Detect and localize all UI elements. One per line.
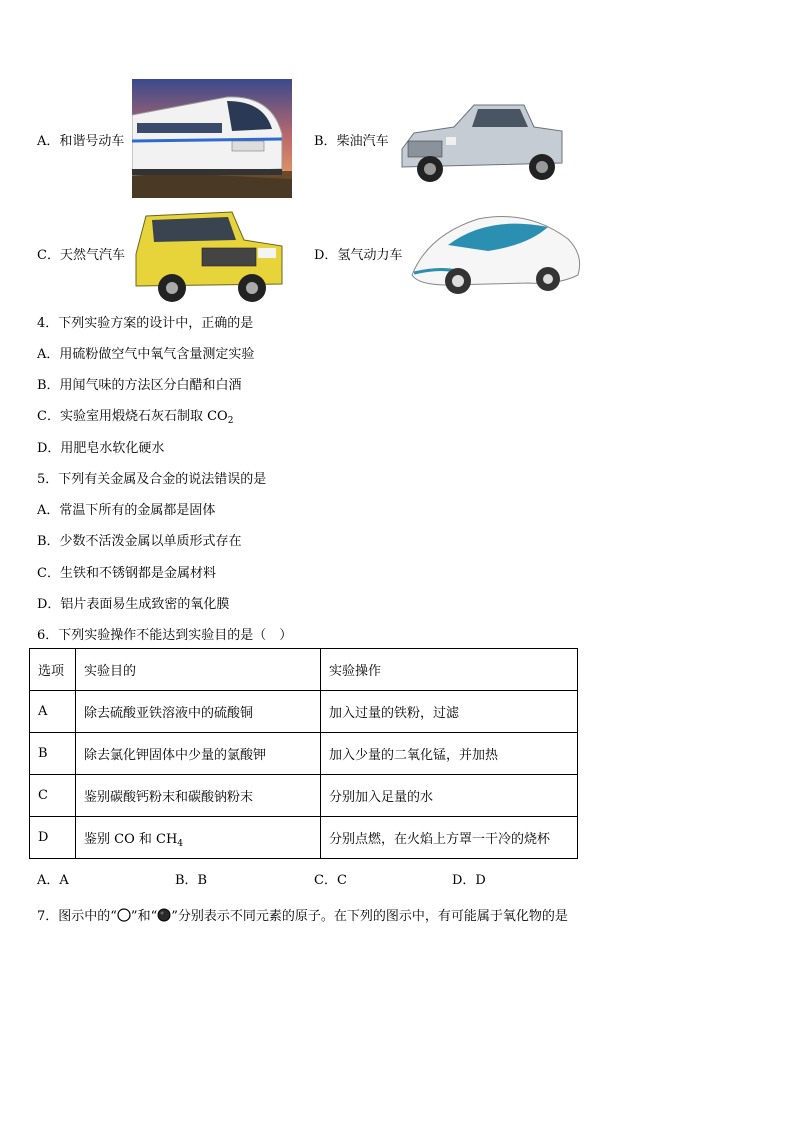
table-header-row (30, 649, 578, 691)
table-row (30, 733, 578, 775)
q4-option-c (37, 405, 233, 424)
table-cell: 加入少量的二氧化锰，并加热 (321, 733, 578, 775)
q3-option-d-text: 氢气动力车 (337, 248, 403, 263)
q3-option-a (37, 130, 124, 149)
q3-option-c (37, 244, 125, 263)
q6-stem: 6．下列实验操作不能达到实验目的是（ ） (37, 628, 293, 643)
table-header-purpose: 实验目的 (76, 649, 321, 691)
table-row (30, 691, 578, 733)
table-cell: 除去硫酸亚铁溶液中的硫酸铜 (76, 691, 321, 733)
ch4-subscript: 4 (177, 839, 184, 849)
q5-stem: 5．下列有关金属及合金的说法错误的是 (37, 472, 267, 487)
table-cell: 鉴别碳酸钙粉末和碳酸钠粉末 (76, 775, 321, 817)
q4-option-a: A．用硫粉做空气中氧气含量测定实验 (37, 347, 255, 362)
q3-option-c-letter: C． (37, 248, 60, 263)
q6-answer-c: C．C (314, 873, 347, 888)
q6-answer-b: B．B (175, 873, 208, 888)
yellow-suv-photo (132, 204, 286, 304)
table-cell: D (30, 817, 76, 859)
q7-stem-prefix: 7．图示中的“ (37, 909, 117, 924)
q3-option-d (314, 244, 402, 263)
q4-option-b: B．用闻气味的方法区分白醋和白酒 (37, 378, 242, 393)
q5-option-d: D．铝片表面易生成致密的氧化膜 (37, 597, 230, 612)
table-cell: B (30, 733, 76, 775)
high-speed-train-photo (132, 79, 292, 198)
table-row (30, 817, 578, 859)
table-cell: 除去氯化钾固体中少量的氯酸钾 (76, 733, 321, 775)
q6-answer-d: D．D (452, 873, 486, 888)
q5-option-c: C．生铁和不锈钢都是金属材料 (37, 566, 216, 581)
q4-option-c-text: C．实验室用煅烧石灰石制取 CO (37, 409, 228, 424)
table-cell: 加入过量的铁粉，过滤 (321, 691, 578, 733)
co2-subscript: 2 (227, 416, 234, 426)
table-cell: 分别加入足量的水 (321, 775, 578, 817)
q3-option-b (314, 130, 389, 149)
hydrogen-concept-car-photo (408, 205, 586, 302)
q3-option-a-letter: A． (37, 134, 60, 149)
q4-stem: 4．下列实验方案的设计中，正确的是 (37, 316, 254, 331)
q3-option-a-text: 和谐号动车 (59, 134, 125, 149)
q7-stem-suffix: ”分别表示不同元素的原子。在下列的图示中，有可能属于氧化物的是 (171, 909, 568, 924)
table-cell: A (30, 691, 76, 733)
q3-option-d-letter: D． (314, 248, 338, 263)
table-cell: C (30, 775, 76, 817)
table-cell-ch4-text: 鉴别 CO 和 CH (84, 832, 178, 847)
q4-option-d: D．用肥皂水软化硬水 (37, 441, 165, 456)
q3-option-c-text: 天然气汽车 (59, 248, 125, 263)
q3-option-b-text: 柴油汽车 (336, 134, 389, 149)
table-cell-ch4 (76, 817, 321, 859)
pickup-truck-photo (394, 97, 568, 185)
q5-option-b: B．少数不活泼金属以单质形式存在 (37, 534, 242, 549)
table-header-option: 选项 (30, 649, 76, 691)
q3-option-b-letter: B． (314, 134, 337, 149)
table-header-operation: 实验操作 (321, 649, 578, 691)
q6-table (29, 648, 578, 859)
q7-stem (37, 905, 568, 924)
q5-option-a: A．常温下所有的金属都是固体 (37, 503, 216, 518)
hollow-circle-icon (117, 908, 131, 922)
table-cell: 分别点燃，在火焰上方罩一干冷的烧杯 (321, 817, 578, 859)
q6-answer-a: A．A (37, 873, 69, 888)
filled-circle-icon (157, 908, 171, 922)
table-row (30, 775, 578, 817)
q7-stem-mid: ”和“ (130, 909, 158, 924)
